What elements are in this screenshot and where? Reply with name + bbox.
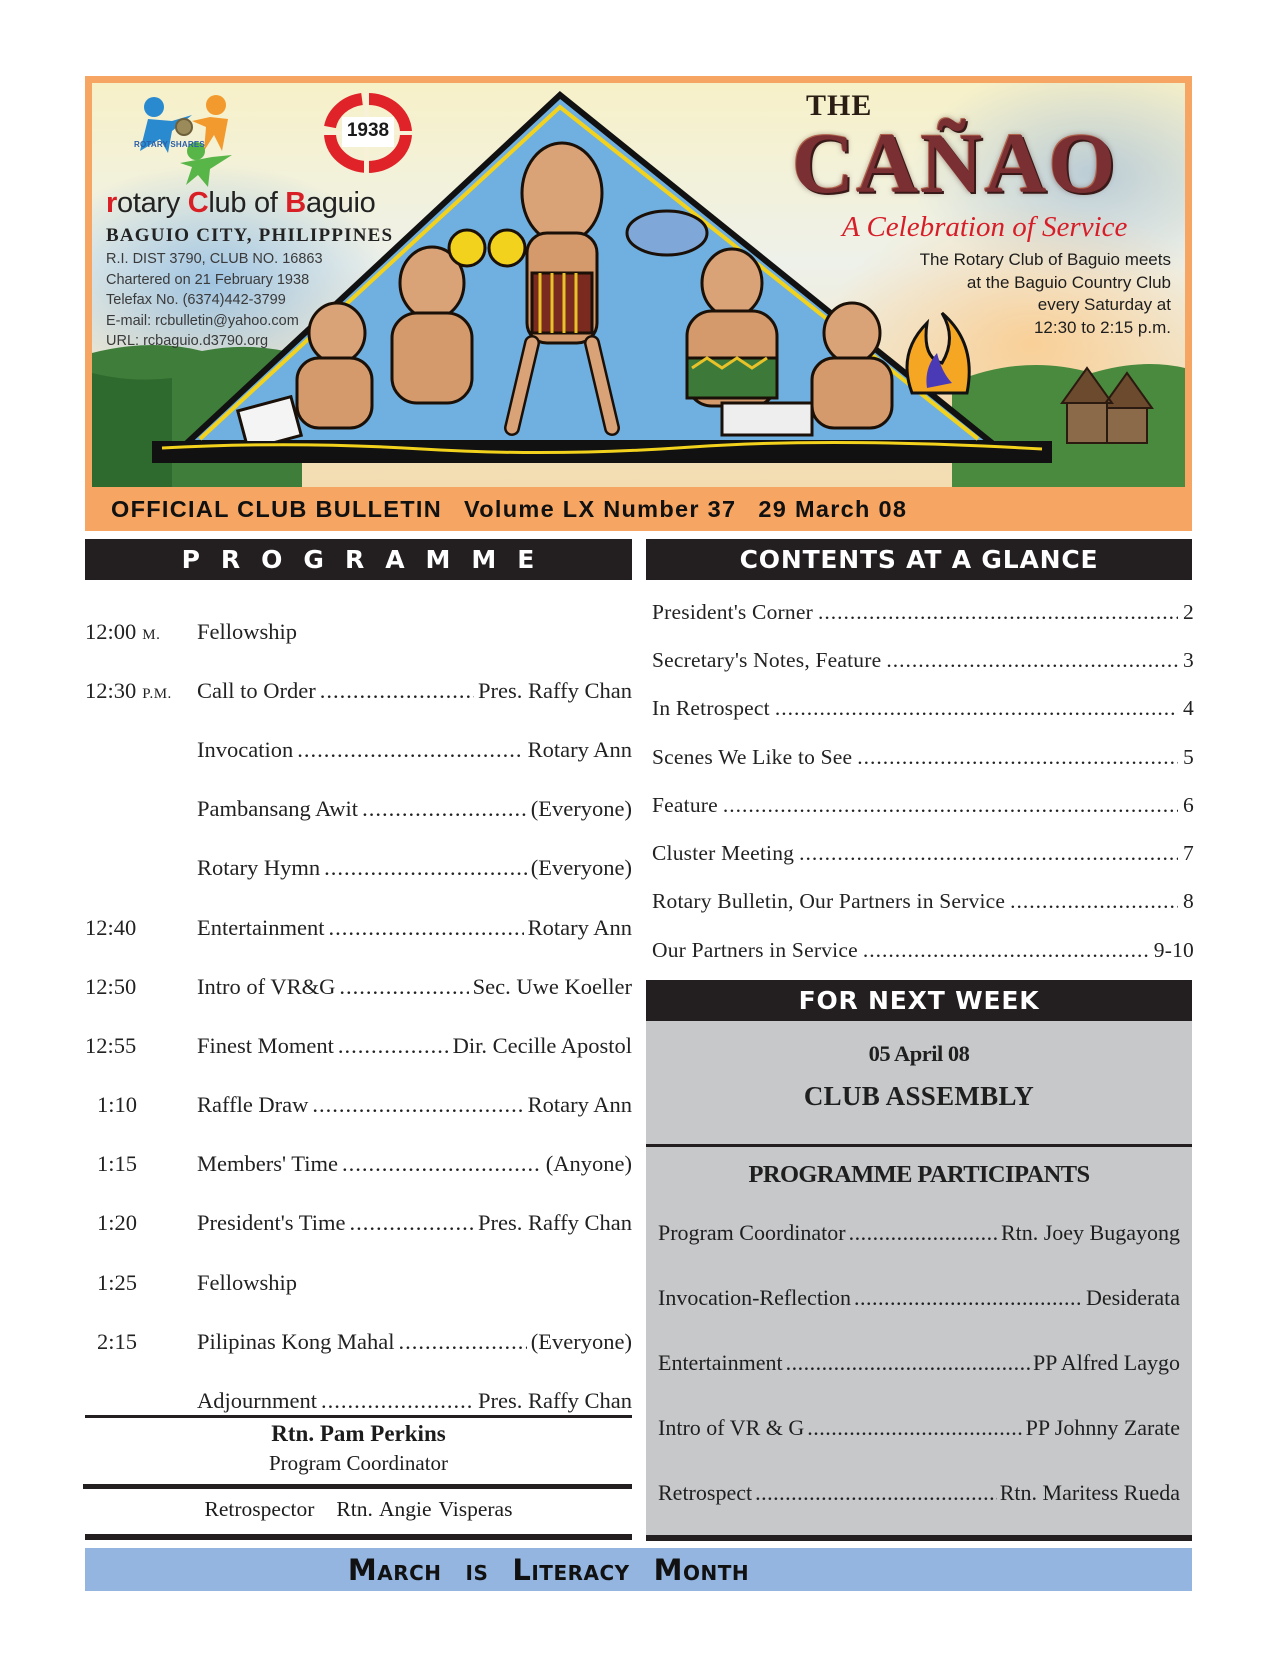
page-number: 5: [1183, 744, 1194, 769]
divider: [85, 1534, 632, 1540]
retrospector-label: Retrospector: [204, 1497, 315, 1521]
programme-event: Pambansang Awit: [197, 796, 359, 822]
programme-row: [85, 1135, 632, 1194]
retrospector-line: [85, 1497, 632, 1522]
participant-role: Intro of VR & G: [658, 1414, 805, 1440]
programme-event: Fellowship: [197, 618, 298, 644]
programme-event: President's Time: [197, 1210, 346, 1236]
page-number: 3: [1183, 647, 1194, 672]
next-week-header: FOR NEXT WEEK: [646, 980, 1192, 1021]
participant-name: Rtn. Maritess Rueda: [999, 1479, 1180, 1505]
programme-event: Members' Time: [197, 1151, 338, 1177]
programme-person: Pres. Raffy Chan: [478, 1388, 632, 1414]
page-number: 8: [1183, 889, 1194, 914]
programme-event: Adjournment: [197, 1388, 317, 1414]
programme-person: Rotary Ann: [527, 736, 632, 762]
programme-time: 12:00 M.: [85, 618, 161, 644]
programme-person: Rotary Ann: [527, 914, 632, 940]
programme-row: [85, 839, 632, 898]
programme-person: Pres. Raffy Chan: [478, 1210, 632, 1236]
page-number: 9-10: [1153, 937, 1194, 962]
programme-row: [85, 602, 632, 661]
programme-person: (Everyone): [530, 855, 632, 881]
participants-title: PROGRAMME PARTICIPANTS: [748, 1161, 1090, 1188]
coordinator-title: Program Coordinator: [268, 1451, 449, 1475]
participant-name: PP Johnny Zarate: [1025, 1414, 1180, 1440]
participant-name: Desiderata: [1085, 1284, 1180, 1310]
programme-row: [85, 661, 632, 720]
issue-date: 29 March 08: [758, 495, 908, 522]
programme-person: (Anyone): [545, 1151, 632, 1177]
programme-person: Pres. Raffy Chan: [478, 677, 632, 703]
divider: [85, 1415, 632, 1418]
programme-time: 1:25: [97, 1269, 138, 1295]
programme-time: 1:20: [97, 1210, 138, 1236]
rotary-shares-label: ROTARY SHARES: [134, 140, 205, 149]
programme-event: Rotary Hymn: [197, 855, 321, 881]
programme-row: [85, 720, 632, 779]
bulletin-info-strip: [85, 487, 1192, 531]
next-week-panel: [646, 1021, 1192, 1535]
page-number: 6: [1183, 792, 1194, 817]
footer-banner: March is Literacy Month: [85, 1548, 1192, 1591]
volume-number: Volume LX Number 37: [464, 495, 737, 522]
contents-item[interactable]: Rotary Bulletin, Our Partners in Service ..... 8: [652, 878, 1194, 926]
programme-row: [85, 957, 632, 1016]
programme-event: Fellowship: [197, 1269, 298, 1295]
programme-row: [85, 1194, 632, 1253]
retrospector-name: Rtn. Angie Visperas: [336, 1497, 513, 1521]
next-meeting-event: CLUB ASSEMBLY: [803, 1081, 1035, 1111]
district-line: R.I. DIST 3790, CLUB NO. 16863: [106, 251, 323, 267]
participant-row: [658, 1200, 1180, 1265]
participant-role: Invocation-Reflection: [658, 1284, 852, 1310]
programme-list: [85, 602, 632, 1431]
contents-list: [652, 588, 1194, 974]
participant-row: [658, 1330, 1180, 1395]
masthead-artwork: [92, 83, 1185, 487]
contents-item[interactable]: Cluster Meeting ..... 7: [652, 829, 1194, 877]
contents-item[interactable]: Secretary's Notes, Feature ..... 3: [652, 636, 1194, 684]
participant-row: [658, 1265, 1180, 1330]
participant-role: Entertainment: [658, 1349, 783, 1375]
meeting-info: The Rotary Club of Baguio meets at the Baguio Country Club every Saturday at 12:30 to 2:15 p.m.: [919, 250, 1171, 337]
rotary-shares-logo: [132, 91, 242, 187]
participant-role: Retrospect: [658, 1479, 753, 1505]
telefax-line: Telefax No. (6374)442-3799: [106, 292, 286, 308]
programme-row: [85, 1016, 632, 1075]
programme-event: Call to Order: [197, 677, 316, 703]
programme-row: [85, 1253, 632, 1312]
participants-list: [658, 1200, 1180, 1525]
programme-person: (Everyone): [530, 1328, 632, 1354]
programme-time: 12:30 P.M.: [85, 677, 172, 703]
contents-item[interactable]: Scenes We Like to See ..... 5: [652, 733, 1194, 781]
participant-name: Rtn. Joey Bugayong: [1000, 1219, 1180, 1245]
programme-row: [85, 898, 632, 957]
club-city: BAGUIO CITY, PHILIPPINES: [106, 225, 394, 246]
programme-event: Pilipinas Kong Mahal: [197, 1328, 395, 1354]
email-line[interactable]: E-mail: rcbulletin@yahoo.com: [106, 312, 299, 329]
programme-event: Invocation: [197, 736, 294, 762]
bulletin-title: CAÑAO: [792, 115, 1118, 211]
title-the: THE: [806, 89, 873, 122]
contents-item[interactable]: In Retrospect ..... 4: [652, 685, 1194, 733]
programme-time: 12:40: [85, 914, 137, 940]
emblem-1938: [324, 93, 412, 173]
programme-time: 1:15: [97, 1151, 138, 1177]
programme-row: [85, 780, 632, 839]
tagline: A Celebration of Service: [842, 211, 1128, 243]
programme-time: 12:50: [85, 973, 137, 999]
contents-item[interactable]: Our Partners in Service ..... 9-10: [652, 926, 1194, 974]
participant-row: [658, 1460, 1180, 1525]
contents-item[interactable]: Feature ..... 6: [652, 781, 1194, 829]
charter-line: Chartered on 21 February 1938: [106, 271, 310, 288]
programme-time: 2:15: [97, 1328, 138, 1354]
programme-person: Sec. Uwe Koeller: [472, 973, 632, 999]
programme-event: Raffle Draw: [197, 1092, 309, 1118]
page-number: 7: [1183, 841, 1194, 866]
participant-row: [658, 1395, 1180, 1460]
programme-row: [85, 1312, 632, 1371]
participant-name: PP Alfred Laygo: [1032, 1349, 1180, 1375]
bulletin-label: OFFICIAL CLUB BULLETIN: [111, 495, 443, 522]
programme-time: 12:55: [85, 1032, 137, 1058]
divider: [83, 1484, 632, 1489]
coordinator-name: Rtn. Pam Perkins: [271, 1421, 446, 1446]
programme-person: (Everyone): [530, 796, 632, 822]
emblem-year: 1938: [346, 120, 390, 141]
programme-time: 1:10: [97, 1092, 138, 1118]
page-number: 4: [1183, 696, 1194, 721]
programme-person: Rotary Ann: [527, 1092, 632, 1118]
next-meeting-date: 05 April 08: [868, 1041, 970, 1066]
programme-event: Entertainment: [197, 914, 325, 940]
programme-person: Dir. Cecille Apostol: [452, 1032, 632, 1058]
club-contact-info: [106, 249, 323, 352]
club-name: rotary Club of Baguio: [106, 187, 376, 219]
divider: [646, 1535, 1192, 1541]
page-number: 2: [1183, 599, 1194, 624]
masthead: [85, 76, 1192, 531]
divider: [646, 1144, 1192, 1147]
url-line[interactable]: URL: rcbaguio.d3790.org: [106, 333, 269, 349]
contents-item[interactable]: President's Corner ..... 2: [652, 588, 1194, 636]
programme-header: PROGRAMME: [85, 539, 632, 580]
programme-event: Intro of VR&G: [197, 973, 336, 999]
participant-role: Program Coordinator: [658, 1219, 846, 1245]
programme-event: Finest Moment: [197, 1032, 334, 1058]
contents-header: CONTENTS AT A GLANCE: [646, 539, 1192, 580]
programme-row: [85, 1076, 632, 1135]
